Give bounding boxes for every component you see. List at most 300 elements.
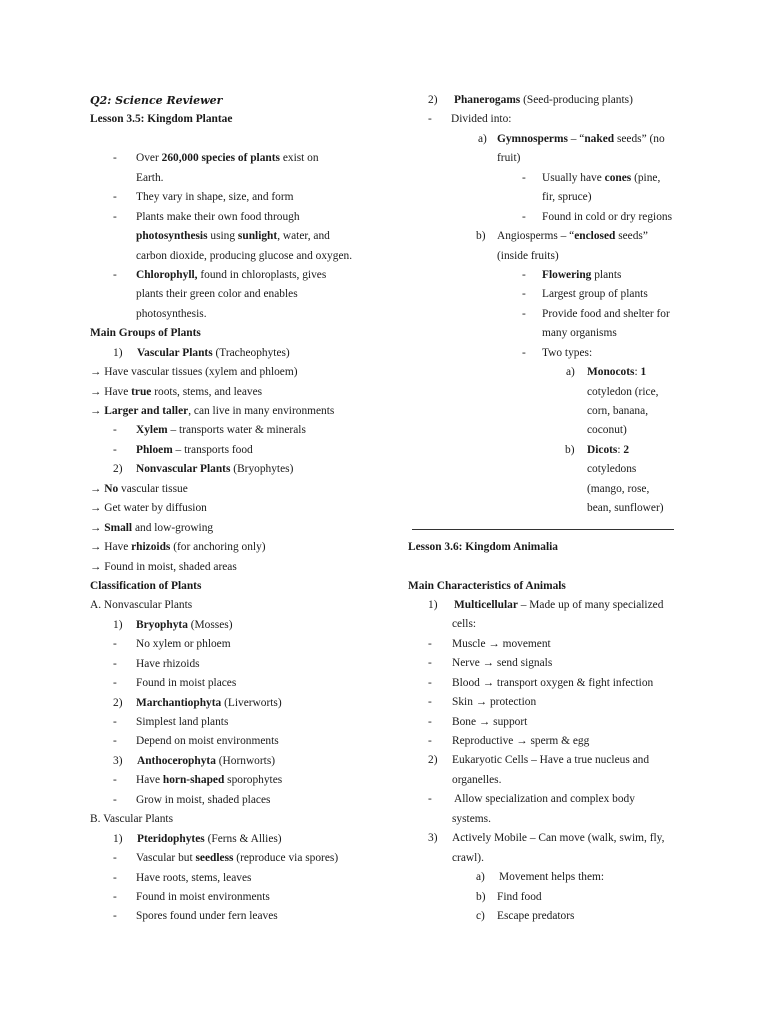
dash-marker: - [428, 735, 432, 747]
dash-marker: - [428, 696, 432, 709]
text-run: bean, sunflower) [587, 502, 664, 515]
numbered-item [408, 363, 678, 382]
text-run: A. Nonvascular Plants [90, 599, 193, 612]
line-text [452, 751, 649, 770]
text-run: and low-growing [132, 521, 214, 534]
text-run: No xylem or phloem [136, 638, 231, 651]
text-run: photosynthesis. [136, 307, 207, 320]
bullet-item [408, 266, 678, 285]
line-text [542, 208, 672, 227]
line-text [499, 868, 604, 887]
line-text [136, 285, 298, 304]
line-text [136, 694, 282, 713]
line-text [454, 91, 633, 110]
text-run: Simplest land plants [136, 716, 229, 728]
list-number: b) [476, 890, 486, 903]
bullet-item [408, 693, 678, 712]
numbered-item [408, 829, 678, 848]
text-run: true [131, 385, 152, 398]
line-text [452, 810, 491, 829]
continuation-line [408, 460, 678, 479]
list-number: a) [566, 366, 575, 379]
text-run: (Bryophytes) [230, 463, 294, 476]
bullet-item [408, 169, 678, 188]
line-text [136, 266, 326, 285]
text-run: (Ferns & Allies) [204, 832, 282, 845]
line-text [90, 558, 237, 577]
continuation-line [408, 615, 678, 634]
text-run: Provide food and shelter for [542, 307, 670, 320]
line-text [136, 655, 200, 674]
text-run: Phanerogams [454, 94, 521, 106]
line-text [452, 829, 664, 848]
dash-marker: - [113, 871, 117, 884]
dash-marker: - [428, 657, 432, 670]
text-run: → [90, 482, 105, 495]
line-text [90, 402, 334, 421]
dash-marker: - [113, 774, 117, 787]
text-run: Usually have [542, 171, 605, 184]
bullet-item [408, 713, 678, 732]
text-run: Have roots, stems, leaves [136, 871, 252, 884]
text-run: seeds” [615, 230, 648, 243]
text-line [90, 558, 390, 577]
line-text [452, 635, 551, 654]
bullet-item [90, 266, 390, 285]
line-text [454, 790, 635, 809]
line-text [454, 596, 663, 615]
text-run: vascular tissue [118, 482, 188, 495]
text-run: → Have [90, 541, 132, 554]
bullet-item [90, 771, 390, 790]
line-text [542, 169, 660, 188]
text-run: , can live in many environments [188, 405, 335, 417]
text-run: crawl). [452, 851, 484, 864]
continuation-line [408, 849, 678, 868]
line-text [90, 363, 298, 382]
numbered-item [90, 344, 390, 363]
text-run: 1 [640, 366, 647, 379]
dash-marker: - [113, 657, 117, 670]
line-text [497, 227, 648, 246]
line-text [90, 499, 207, 518]
text-run: – transports food [172, 443, 253, 456]
text-run: exist on [279, 152, 319, 165]
text-run: Allow specialization and complex body [454, 793, 635, 806]
text-run: (Hornworts) [215, 754, 276, 767]
text-run: Plants make their own food through [136, 210, 300, 223]
text-run: Xylem [136, 424, 168, 437]
text-run: Lesson 3.6: Kingdom Animalia [408, 540, 559, 553]
line-text [136, 616, 233, 635]
text-run: sunlight [237, 230, 278, 243]
continuation-line [408, 324, 678, 343]
line-text [497, 247, 559, 266]
line-text [587, 499, 664, 518]
text-run: Classification of Plants [90, 579, 202, 592]
dash-marker: - [428, 715, 432, 728]
dash-marker: - [522, 171, 526, 184]
list-number: a) [478, 132, 487, 145]
line-text [90, 596, 192, 615]
text-run: → [90, 405, 105, 417]
line-text [90, 324, 201, 343]
line-text [136, 421, 306, 440]
document-title [90, 91, 390, 110]
line-text [90, 810, 173, 829]
dash-marker: - [522, 307, 526, 320]
text-run: many organisms [542, 327, 617, 340]
text-run: Main Characteristics of Animals [408, 579, 566, 592]
text-run: No [104, 482, 119, 495]
dash-marker: - [113, 677, 117, 690]
numbered-item [408, 888, 678, 907]
text-line [90, 363, 390, 382]
text-run: Muscle → movement [452, 637, 551, 650]
text-run: Lesson 3.5: Kingdom Plantae [90, 113, 233, 126]
text-run: horn-shaped [162, 774, 225, 787]
line-text [452, 615, 476, 634]
text-run: sporophytes [224, 774, 283, 787]
text-run: Vascular Plants [137, 346, 213, 359]
numbered-item [90, 694, 390, 713]
list-number: 1) [113, 832, 123, 845]
dash-marker: - [113, 191, 117, 204]
continuation-line [90, 169, 390, 188]
dash-marker: - [428, 113, 432, 126]
text-run: seeds” (no [614, 132, 665, 145]
line-text [452, 771, 501, 790]
bullet-item [90, 674, 390, 693]
text-run: → Have vascular tissues (xylem and phloem) [90, 366, 298, 379]
dash-marker: - [113, 910, 117, 923]
section-heading [90, 577, 390, 596]
text-run: (Liverworts) [221, 696, 282, 709]
text-run: 260,000 species of plants [161, 152, 280, 165]
line-text [90, 383, 262, 402]
text-run: (inside fruits) [497, 249, 559, 262]
text-run: corn, banana, [587, 405, 649, 417]
bullet-item [408, 654, 678, 673]
text-run: → Get water by diffusion [90, 502, 207, 515]
text-run: Reproductive → sperm & egg [452, 735, 590, 747]
list-number: 2) [113, 463, 123, 476]
continuation-line [408, 383, 678, 402]
text-run: Earth. [136, 171, 164, 184]
section-heading [90, 110, 390, 129]
bullet-item [90, 732, 390, 751]
text-run: B. Vascular Plants [90, 813, 173, 826]
dash-marker: - [522, 346, 526, 359]
text-run: Divided into: [451, 113, 512, 126]
text-run: Escape predators [497, 909, 575, 922]
dash-marker: - [428, 676, 432, 689]
text-run: organelles. [452, 773, 502, 786]
line-text [136, 713, 228, 732]
dash-marker: - [522, 268, 526, 281]
text-run: found in chloroplasts, gives [197, 268, 327, 281]
text-run: rhizoids [131, 541, 171, 554]
section-heading [408, 577, 678, 596]
bullet-item [408, 790, 678, 809]
text-run: Spores found under fern leaves [136, 910, 278, 923]
line-text [542, 305, 670, 324]
line-text [497, 149, 520, 168]
list-number: b) [476, 230, 486, 243]
text-run: Bone → support [452, 715, 528, 728]
text-line [90, 383, 390, 402]
line-text [542, 344, 592, 363]
list-number: 2) [113, 696, 123, 709]
bullet-item [90, 849, 390, 868]
text-run: – Made up of many specialized [517, 598, 664, 611]
numbered-item [408, 596, 678, 615]
text-run: Have [136, 774, 163, 787]
text-run: (mango, rose, [587, 482, 650, 495]
line-text [452, 849, 484, 868]
text-run: cones [604, 171, 632, 184]
text-run: Marchantiophyta [136, 696, 222, 709]
line-text [90, 538, 266, 557]
line-text [136, 674, 236, 693]
text-run: Over [136, 152, 162, 165]
list-number: 2) [428, 94, 438, 106]
text-run: Larger and taller [104, 405, 189, 417]
list-number: 2) [428, 754, 438, 767]
continuation-line [408, 402, 678, 421]
text-line [90, 596, 390, 615]
dash-marker: - [113, 638, 117, 651]
numbered-item [90, 752, 390, 771]
text-run: coconut) [587, 424, 627, 437]
bullet-item [408, 305, 678, 324]
line-text [408, 577, 566, 596]
numbered-item [408, 130, 678, 149]
text-run: plants [591, 268, 622, 281]
line-text [136, 460, 293, 479]
text-run: 2 [623, 443, 630, 456]
text-run: : [617, 443, 624, 456]
text-run: They vary in shape, size, and form [136, 191, 294, 204]
dash-marker: - [113, 210, 117, 223]
line-text [136, 888, 270, 907]
text-run: : [634, 366, 641, 379]
text-run: Bryophyta [136, 618, 188, 631]
bullet-item [408, 208, 678, 227]
line-text [136, 247, 352, 266]
text-run: Phloem [136, 443, 173, 456]
text-run: plants their green color and enables [136, 288, 298, 301]
line-text [497, 130, 665, 149]
numbered-item [408, 227, 678, 246]
text-run: Found in moist places [136, 677, 237, 690]
text-line [90, 538, 390, 557]
line-text [452, 654, 552, 673]
text-run: Have rhizoids [136, 657, 200, 670]
line-text [587, 363, 646, 382]
bullet-item [90, 869, 390, 888]
text-run: roots, stems, and leaves [151, 385, 263, 398]
text-line [90, 519, 390, 538]
line-text [137, 830, 282, 849]
continuation-line [408, 499, 678, 518]
continuation-line [408, 771, 678, 790]
text-run: Gymnosperms [497, 132, 568, 145]
text-line [90, 499, 390, 518]
text-run: (Tracheophytes) [212, 346, 290, 359]
bullet-item [408, 674, 678, 693]
bullet-item [90, 713, 390, 732]
dash-marker: - [113, 443, 117, 456]
text-run: Angiosperms – “ [497, 230, 575, 243]
line-text [136, 732, 279, 751]
list-number: 3) [113, 754, 123, 767]
line-text [90, 519, 213, 538]
line-text [542, 285, 648, 304]
text-run: – transports water & minerals [167, 424, 306, 437]
continuation-line [90, 285, 390, 304]
line-text [587, 421, 627, 440]
text-run: Nonvascular Plants [136, 463, 231, 476]
left-column [90, 91, 390, 927]
text-run: , water, and [277, 230, 330, 243]
continuation-line [408, 247, 678, 266]
text-run: Skin → protection [452, 696, 537, 709]
dash-marker: - [522, 210, 526, 223]
line-text [136, 305, 207, 324]
line-text [451, 110, 511, 129]
numbered-item [90, 616, 390, 635]
text-run: → [90, 521, 105, 534]
text-run: photosynthesis [136, 230, 208, 243]
dash-marker: - [113, 268, 117, 281]
line-text [136, 771, 282, 790]
line-text [137, 752, 275, 771]
section-divider [412, 529, 674, 530]
line-text [136, 791, 270, 810]
text-run: Largest group of plants [542, 288, 648, 301]
text-run: enclosed [574, 230, 616, 243]
text-run: Q2: Science Reviewer [90, 94, 223, 107]
list-number: 1) [113, 618, 123, 631]
text-run: Small [104, 521, 133, 534]
dash-marker: - [522, 288, 526, 301]
dash-marker: - [113, 716, 117, 728]
text-run: Find food [497, 890, 542, 903]
section-heading [90, 324, 390, 343]
bullet-item [408, 635, 678, 654]
continuation-line [408, 421, 678, 440]
text-run: fruit) [497, 152, 521, 165]
text-run: Nerve → send signals [452, 657, 553, 670]
line-text [136, 227, 330, 246]
text-run: → Have [90, 385, 132, 398]
line-text [452, 713, 527, 732]
text-run: (Mosses) [187, 618, 233, 631]
text-run: Flowering [542, 268, 592, 281]
bullet-item [408, 110, 678, 129]
line-text [136, 441, 253, 460]
line-text [136, 635, 231, 654]
continuation-line [408, 188, 678, 207]
line-text [452, 693, 536, 712]
dash-marker: - [113, 793, 117, 806]
continuation-line [90, 305, 390, 324]
continuation-line [408, 149, 678, 168]
bullet-item [408, 344, 678, 363]
blank-line [408, 557, 678, 576]
dash-marker: - [113, 890, 117, 903]
line-text [136, 907, 278, 926]
numbered-item [90, 830, 390, 849]
bullet-item [90, 441, 390, 460]
text-run: Vascular but [136, 852, 196, 865]
line-text [90, 91, 222, 110]
text-run: using [207, 230, 238, 243]
continuation-line [408, 480, 678, 499]
text-run: Actively Mobile – Can move (walk, swim, fly, [452, 832, 665, 845]
line-text [542, 266, 621, 285]
text-run: Blood → transport oxygen & fight infection [452, 676, 654, 689]
list-number: 1) [113, 346, 123, 359]
line-text [136, 849, 338, 868]
text-run: Pteridophytes [137, 832, 205, 845]
text-run: Dicots [587, 443, 618, 456]
line-text [497, 888, 542, 907]
line-text [90, 110, 232, 129]
bullet-item [90, 907, 390, 926]
blank-line [90, 130, 390, 149]
text-run: – “ [567, 132, 585, 145]
numbered-item [90, 460, 390, 479]
text-run: Found in moist environments [136, 890, 270, 903]
list-number: a) [476, 871, 485, 884]
line-text [587, 480, 649, 499]
dash-marker: - [113, 735, 117, 748]
dash-marker: - [428, 793, 432, 806]
line-text [542, 188, 592, 207]
text-run: Movement helps them: [499, 871, 605, 884]
bullet-item [90, 149, 390, 168]
bullet-item [90, 655, 390, 674]
line-text [452, 732, 589, 751]
list-number: 3) [428, 832, 438, 845]
text-run: Chlorophyll, [136, 268, 198, 281]
bullet-item [90, 421, 390, 440]
numbered-item [408, 441, 678, 460]
bullet-item [90, 791, 390, 810]
line-text [587, 441, 629, 460]
continuation-line [90, 247, 390, 266]
line-text [587, 383, 658, 402]
text-run: (reproduce via spores) [233, 852, 339, 865]
continuation-line [90, 227, 390, 246]
line-text [497, 907, 574, 926]
bullet-item [90, 208, 390, 227]
list-number: c) [476, 909, 485, 922]
dash-marker: - [113, 152, 117, 165]
line-text [136, 149, 319, 168]
text-run: → Found in moist, shaded areas [90, 560, 237, 573]
numbered-item [408, 868, 678, 887]
text-run: (Seed-producing plants) [520, 94, 633, 106]
list-number: b) [565, 443, 575, 456]
text-line [90, 402, 390, 421]
dash-marker: - [113, 424, 117, 437]
text-run: naked [584, 132, 615, 145]
line-text [408, 538, 558, 557]
text-run: Monocots [587, 366, 635, 379]
